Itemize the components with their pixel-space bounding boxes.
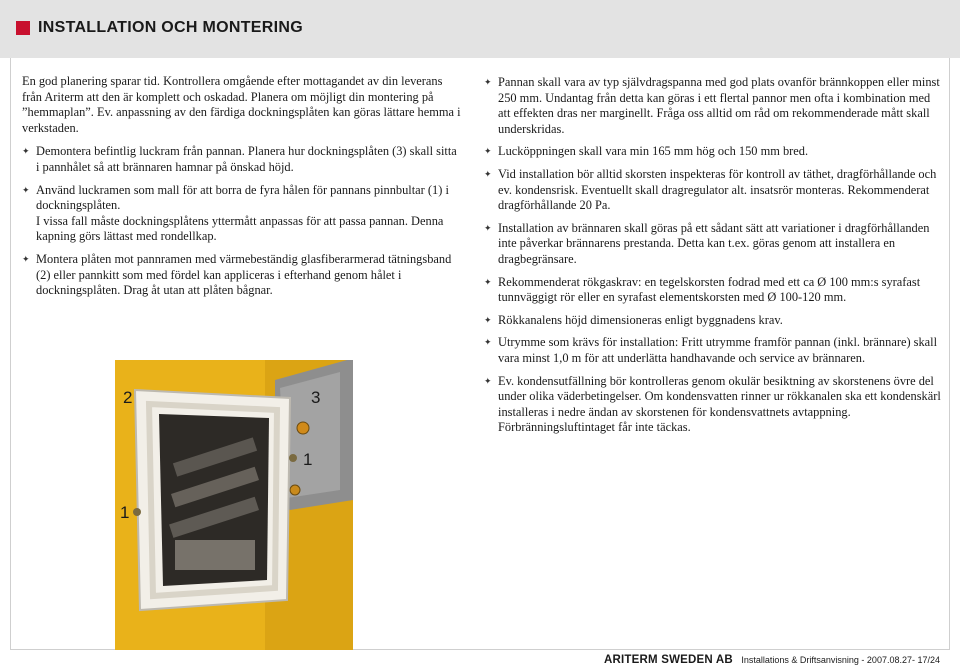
bullet-icon: ✦ (484, 222, 492, 233)
bullet-icon: ✦ (484, 314, 492, 325)
label-1-left: 1 (120, 503, 130, 522)
installation-photo (115, 360, 353, 650)
list-item-text: Montera plåten mot pannramen med värmebeständig glasfiberarmerad tätningsband (2) eller pannkitt som med fördel kan appliceras i efterhand genom hålet i dockningsplåten. Drag åt utan att plåten bågnar. (36, 251, 452, 298)
list-item (484, 75, 944, 137)
list-item (22, 144, 462, 175)
footer-brand: ARITERM SWEDEN AB (604, 654, 733, 666)
list-item (22, 183, 462, 245)
list-item (484, 335, 944, 366)
list-item-text: Rökkanalens höjd dimensioneras enligt byggnadens krav. (498, 312, 783, 327)
header-accent-square (16, 21, 30, 35)
bullet-icon: ✦ (22, 184, 30, 195)
list-item-text: Ev. kondensutfällning bör kontrolleras genom okulär besiktning av skorstenens övre del under olika väderbetingelser. Om kondensvatten rinner ur rökkanalen ska ett kondenskärl installeras i nedre ändan av skorstenen för kondensvattnets avtappning. Förbränningsluftintaget får inte täckas. (498, 373, 941, 435)
label-1-inner: 1 (303, 450, 313, 469)
bullet-icon: ✦ (484, 375, 492, 386)
list-item (484, 374, 944, 436)
list-item-text: Använd luckramen som mall för att borra de fyra hålen för pannans pinnbultar (1) i dockningsplåten. I vissa fall måste dockningsplåtens yttermått anpassas för att passa pannan. Denna kapning görs lättast med rondellkap. (36, 182, 449, 244)
page-title: INSTALLATION OCH MONTERING (38, 19, 303, 36)
list-item (484, 221, 944, 268)
label-3: 3 (311, 388, 321, 407)
bullet-icon: ✦ (484, 146, 492, 157)
list-item-text: Installation av brännaren skall göras på ett sådant sätt att variationer i dragförhållanden inte påverkar brännarens prestanda. Detta kan t.ex. göras genom att installera en dragbegränsare. (498, 220, 930, 266)
list-item (22, 252, 462, 299)
list-item-text: Vid installation bör alltid skorsten inspekteras för kontroll av täthet, dragförhållande och ev. kondensrisk. Eventuellt skall dragregulator alt. insatsrör monteras. Rekommenderat dragförhållande 20 Pa. (498, 166, 937, 213)
list-item-text: Rekommenderat rökgaskrav: en tegelskorsten fodrad med ett ca Ø 100 mm:s syrafast tunnväggigt rör eller en syrafast elementskorsten med Ø 100-120 mm. (498, 274, 921, 305)
bullet-icon: ✦ (484, 77, 492, 87)
page-footer (604, 654, 940, 666)
label-2: 2 (123, 388, 133, 407)
bullet-icon: ✦ (22, 253, 30, 264)
list-item (484, 275, 944, 306)
right-column (484, 75, 944, 443)
list-item (484, 167, 944, 214)
footer-doc-info: Installations & Driftsanvisning - 2007.08.27- 17/24 (741, 655, 940, 665)
list-item-text: Lucköppningen skall vara min 165 mm hög och 150 mm bred. (498, 144, 809, 159)
bullet-icon: ✦ (484, 276, 492, 287)
list-item-text: Utrymme som krävs för installation: Fritt utrymme framför pannan (inkl. brännare) skall vara minst 1,0 m för att underlätta handhavande och service av brännaren. (498, 335, 938, 365)
list-item-text: Demontera befintlig luckram från pannan. Planera hur dockningsplåten (3) skall sitta i pannhålet så att brännaren hamnar på önskad höjd. (36, 144, 457, 174)
page-header (0, 0, 960, 58)
list-item-text: Pannan skall vara av typ självdragspanna med god plats ovanför brännkoppen eller minst 250 mm. Undantag från detta kan göras i ett flertal pannor men ofta i kombination med att effekten dras ner marginellt. Fråga oss alltid om råd om rekommenderade mått skall underskridas. (498, 75, 940, 136)
list-item (484, 313, 944, 329)
list-item (484, 144, 944, 160)
bullet-icon: ✦ (22, 146, 30, 157)
bullet-icon: ✦ (484, 168, 492, 179)
boiler-door-illustration (115, 360, 353, 650)
bullet-icon: ✦ (484, 337, 492, 348)
left-column (22, 74, 462, 306)
intro-paragraph: En god planering sparar tid. Kontrollera omgående efter mottagandet av din leverans från Ariterm att den är komplett och oskadad. Planera om möjligt din montering på ”hemmaplan”. Ev. anpassning av den färdiga dockningsplåten kan göras lättare hemma i verkstaden. (22, 74, 461, 135)
